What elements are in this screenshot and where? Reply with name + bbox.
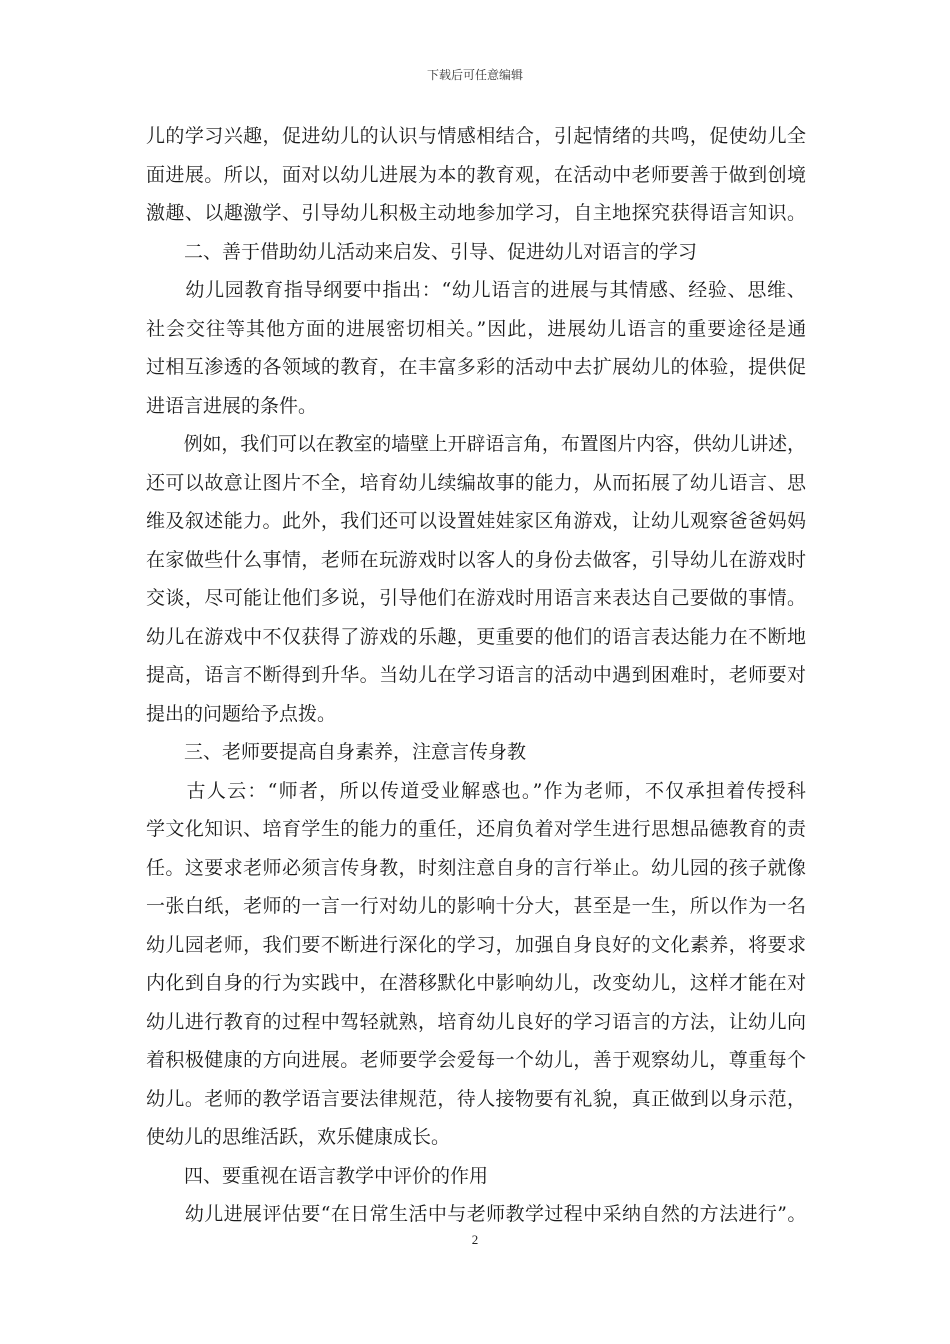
text-line: 交谈，尽可能让他们多说，引导他们在游戏时用语言来表达自己要做的事情。: [146, 587, 807, 609]
text-line: 四、要重视在语言教学中评价的作用: [146, 1164, 489, 1187]
text-line: 古人云：“师者，所以传道受业解惑也。”作为老师，不仅承担着传授科: [146, 779, 808, 802]
text-line: 幼儿进展评估要“在日常生活中与老师教学过程中采纳自然的方法进行”。: [146, 1203, 807, 1225]
text-line: 维及叙述能力。此外，我们还可以设置娃娃家区角游戏，让幼儿观察爸爸妈妈: [146, 510, 807, 532]
text-line: 二、善于借助幼儿活动来启发、引导、促进幼儿对语言的学习: [146, 240, 698, 263]
text-line: 提出的问题给予点拨。: [146, 702, 337, 725]
text-line: 激趣、以趣激学、引导幼儿积极主动地参加学习，自主地探究获得语言知识。: [146, 202, 807, 224]
text-line: 儿的学习兴趣，促进幼儿的认识与情感相结合，引起情绪的共鸣，促使幼儿全: [146, 125, 807, 147]
text-line: 例如，我们可以在教室的墙壁上开辟语言角，布置图片内容，供幼儿讲述，: [146, 433, 806, 455]
text-line: 提高，语言不断得到升华。当幼儿在学习语言的活动中遇到困难时，老师要对: [146, 664, 807, 686]
text-line: 幼儿进行教育的过程中驾轻就熟，培育幼儿良好的学习语言的方法，让幼儿向: [146, 1010, 807, 1033]
text-line: 学文化知识、培育学生的能力的重任，还肩负着对学生进行思想品德教育的责: [146, 818, 807, 840]
text-line: 幼儿在游戏中不仅获得了游戏的乐趣，更重要的他们的语言表达能力在不断地: [146, 625, 807, 648]
text-line: 使幼儿的思维活跃，欢乐健康成长。: [146, 1126, 451, 1148]
text-line: 内化到自身的行为实践中，在潜移默化中影响幼儿，改变幼儿，这样才能在对: [146, 972, 807, 994]
page-header: 下载后可任意编辑: [426, 68, 523, 82]
text-line: 还可以故意让图片不全，培育幼儿续编故事的能力，从而拓展了幼儿语言、思: [146, 471, 807, 494]
text-line: 幼儿。老师的教学语言要法律规范，待人接物要有礼貌，真正做到以身示范，: [146, 1087, 807, 1110]
page-number: 2: [471, 1232, 479, 1247]
text-line: 进语言进展的条件。: [146, 394, 318, 417]
text-line: 着积极健康的方向进展。老师要学会爱每一个幼儿，善于观察幼儿，尊重每个: [146, 1049, 807, 1071]
text-line: 一张白纸，老师的一言一行对幼儿的影响十分大，甚至是一生，所以作为一名: [146, 895, 807, 917]
text-line: 三、老师要提高自身素养，注意言传身教: [146, 741, 527, 763]
text-line: 任。这要求老师必须言传身教，时刻注意自身的言行举止。幼儿园的孩子就像: [146, 856, 807, 879]
text-line: 过相互渗透的各领域的教育，在丰富多彩的活动中去扩展幼儿的体验，提供促: [146, 356, 807, 378]
text-line: 社会交往等其他方面的进展密切相关。”因此，进展幼儿语言的重要途径是通: [146, 317, 808, 340]
text-line: 幼儿园教育指导纲要中指出：“幼儿语言的进展与其情感、经验、思维、: [146, 279, 807, 301]
text-line: 在家做些什么事情，老师在玩游戏时以客人的身份去做客，引导幼儿在游戏时: [146, 548, 807, 571]
text-line: 幼儿园老师，我们要不断进行深化的学习，加强自身良好的文化素养，将要求: [146, 933, 807, 956]
text-line: 面进展。所以，面对以幼儿进展为本的教育观，在活动中老师要善于做到创境: [146, 163, 807, 186]
